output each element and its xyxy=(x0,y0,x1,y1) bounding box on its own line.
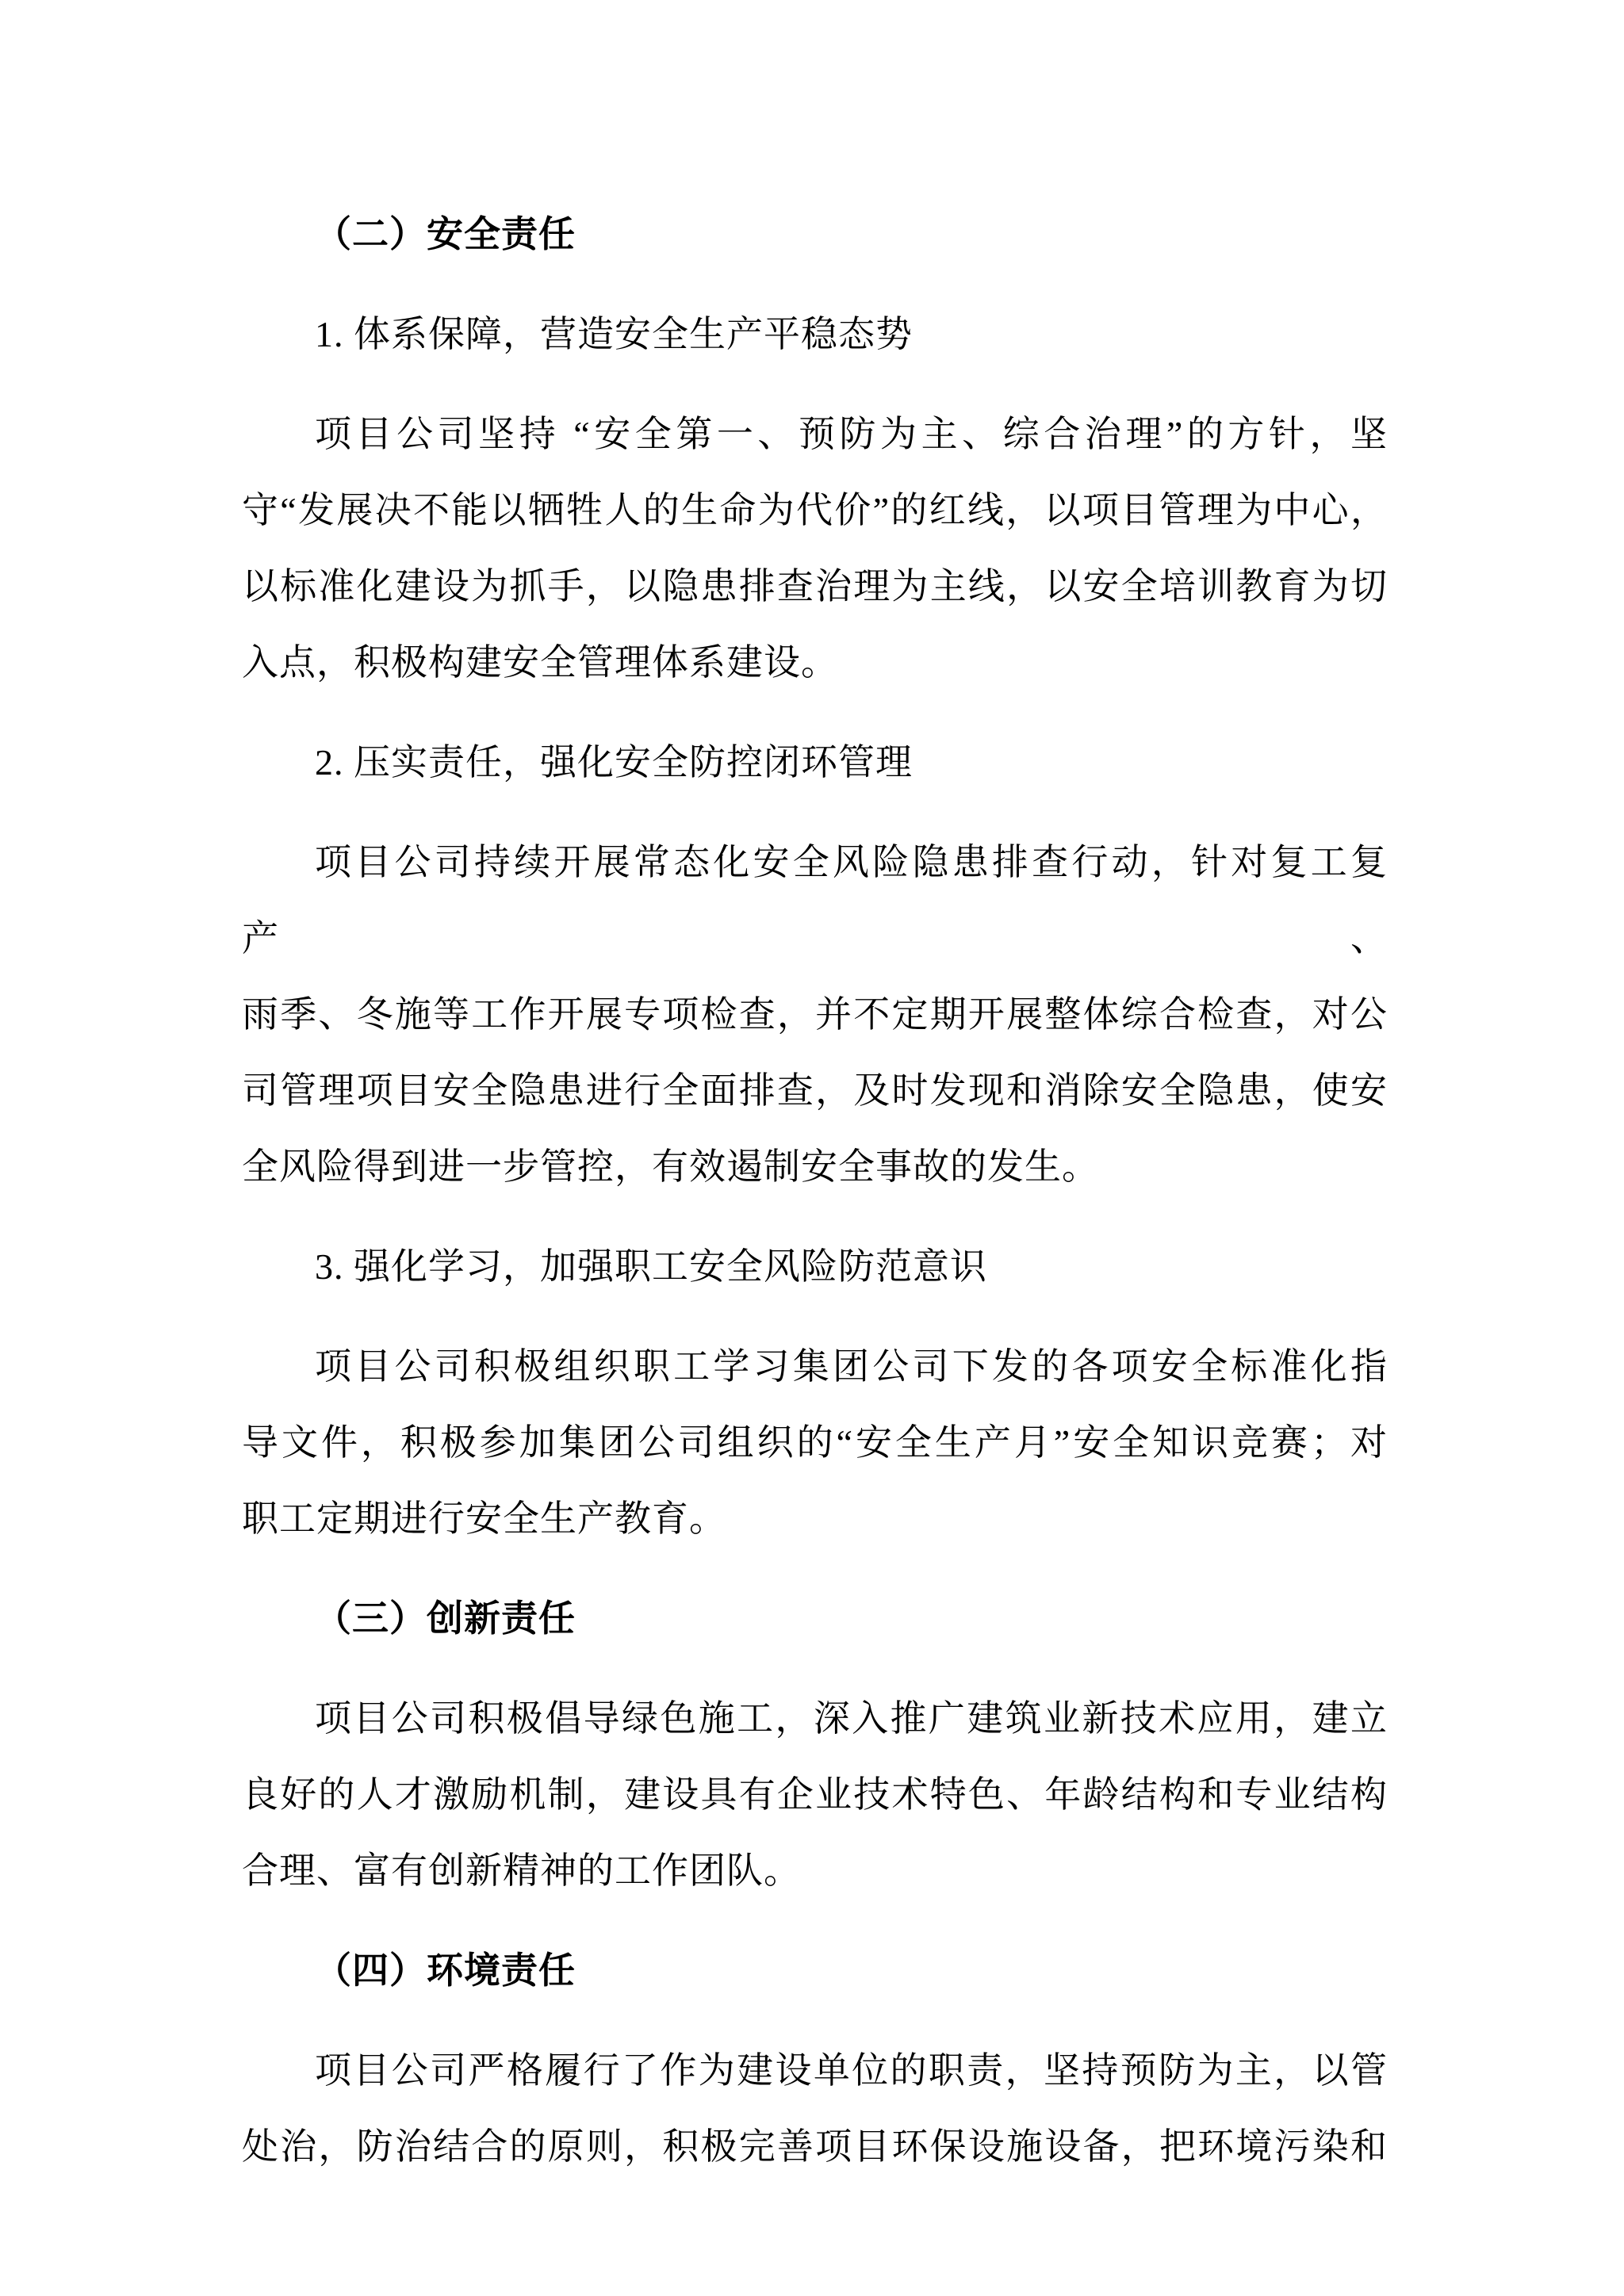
subheading: 3. 强化学习，加强职工安全风险防范意识 xyxy=(315,1246,987,1287)
heading: （四）环境责任 xyxy=(315,1950,576,1991)
text-line: 良好的人才激励机制，建设具有企业技术特色、年龄结构和专业结构 xyxy=(242,1774,1388,1815)
heading: （三）创新责任 xyxy=(315,1598,576,1639)
text-line: 导文件，积极参加集团公司组织的“安全生产月”安全知识竞赛；对 xyxy=(242,1422,1388,1463)
text-line: 合理、富有创新精神的工作团队。 xyxy=(242,1850,801,1891)
text-line: 项目公司严格履行了作为建设单位的职责，坚持预防为主，以管 xyxy=(315,2050,1388,2091)
heading: （二）安全责任 xyxy=(315,214,576,254)
subheading: 1. 体系保障，营造安全生产平稳态势 xyxy=(315,314,913,354)
document-content xyxy=(242,197,1388,2185)
paragraph xyxy=(242,1681,1388,1909)
text-line: 全风险得到进一步管控，有效遏制安全事故的发生。 xyxy=(242,1146,1099,1187)
subheading: 2. 压实责任，强化安全防控闭环管理 xyxy=(315,742,913,783)
text-line: 司管理项目安全隐患进行全面排查，及时发现和消除安全隐患，使安 xyxy=(242,1070,1388,1111)
text-line: 项目公司坚持 “安全第一、预防为主、综合治理”的方针，坚 xyxy=(315,414,1388,454)
text-line: 入点，积极构建安全管理体系建设。 xyxy=(242,642,838,683)
paragraph xyxy=(242,1329,1388,1557)
text-line: 项目公司积极倡导绿色施工，深入推广建筑业新技术应用，建立 xyxy=(315,1698,1388,1739)
text-line: 以标准化建设为抓手，以隐患排查治理为主线，以安全培训教育为切 xyxy=(242,566,1388,607)
paragraph xyxy=(242,825,1388,1205)
text-line: 处治，防治结合的原则，积极完善项目环保设施设备，把环境污染和 xyxy=(242,2126,1388,2167)
text-line: 守“发展决不能以牺牲人的生命为代价”的红线，以项目管理为中心， xyxy=(242,490,1388,530)
text-line: 雨季、冬施等工作开展专项检查，并不定期开展整体综合检查，对公 xyxy=(242,994,1388,1035)
paragraph xyxy=(242,2033,1388,2185)
text-line: 项目公司积极组织职工学习集团公司下发的各项安全标准化指 xyxy=(315,1346,1388,1387)
text-line: 职工定期进行安全生产教育。 xyxy=(242,1498,726,1539)
text-line: 项目公司持续开展常态化安全风险隐患排查行动，针对复工复产、 xyxy=(242,842,1388,959)
paragraph xyxy=(242,396,1388,701)
